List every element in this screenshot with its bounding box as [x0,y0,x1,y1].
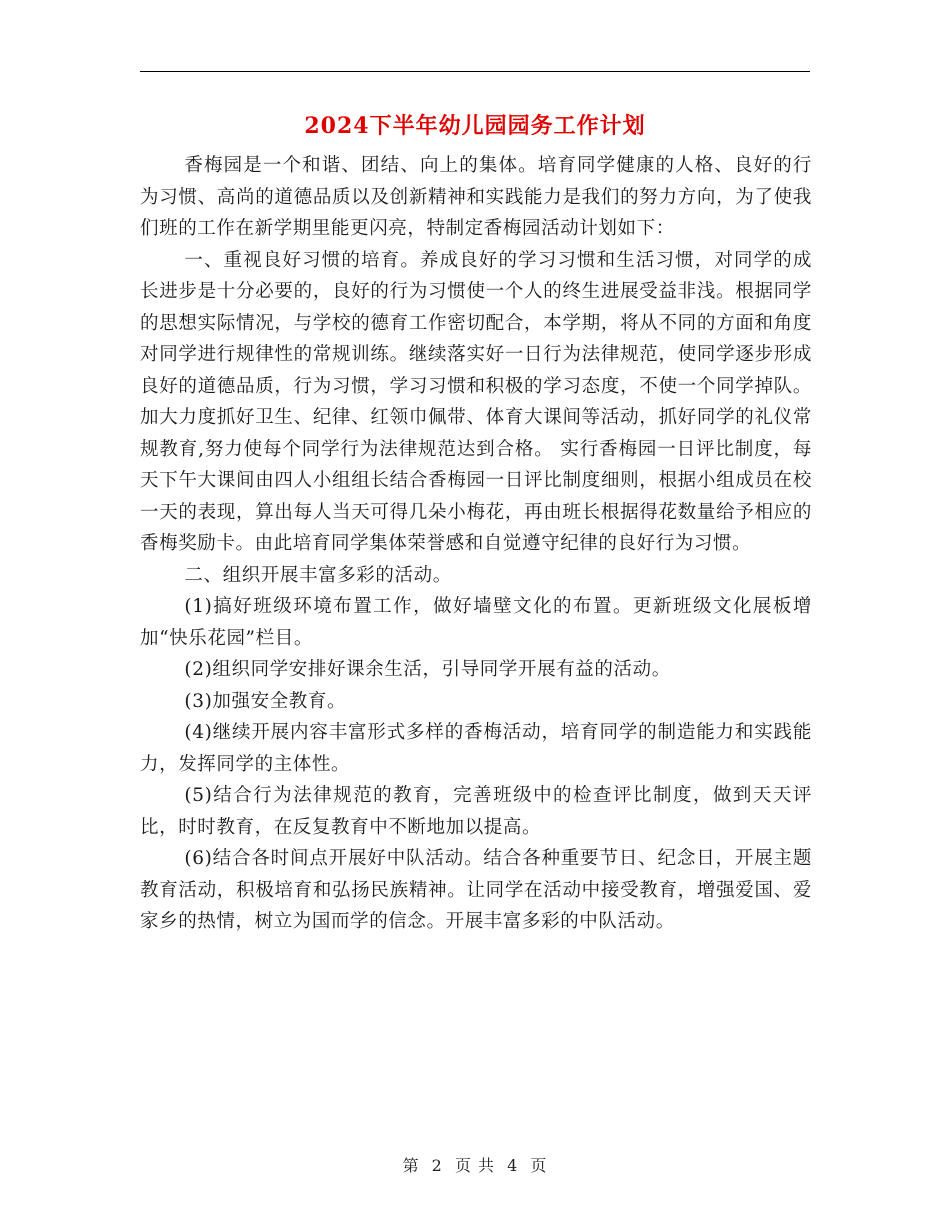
paragraph-item-5: (5)结合行为法律规范的教育，完善班级中的检查评比制度，做到天天评比，时时教育，在反复教育中不断地加以提高。 [140,785,812,838]
paragraph-section-2-heading: 二、组织开展丰富多彩的活动。 [184,564,452,586]
paragraph-section-1: 一、重视良好习惯的培育。养成良好的学习习惯和生活习惯，对同学的成长进步是十分必要的，良好的行为习惯使一个人的终生进展受益非浅。根据同学的思想实际情况，与学校的德育工作密切配合，本学期，将从不同的方面和角度对同学进行规律性的常规训练。继续落实好一日行为法律规范，使同学逐步形成良好的道德品质，行为习惯，学习习惯和积极的学习态度，不使一个同学掉队。加大力度抓好卫生、纪律、红领巾佩带、体育大课间等活动，抓好同学的礼仪常规教育,努力使每个同学行为法律规范达到合格。 实行香梅园一日评比制度，每天下午大课间由四人小组组长结合香梅园一日评比制度细则，根据小组成员在校一天的表现，算出每人当天可得几朵小梅花，再由班长根据得花数量给予相应的香梅奖励卡。由此培育同学集体荣誉感和自觉遵守纪律的良好行为习惯。 [140,249,812,554]
document-body [140,150,812,938]
footer-prefix: 第 [402,1156,420,1175]
paragraph-item-4: (4)继续开展内容丰富形式多样的香梅活动，培育同学的制造能力和实践能力，发挥同学的主体性。 [140,722,812,775]
footer-total-pages: 4 [507,1156,519,1175]
header-rule [140,71,810,72]
paragraph-item-2: (2)组织同学安排好课余生活，引导同学开展有益的活动。 [184,659,671,680]
footer-suffix: 页 [530,1156,548,1175]
paragraph-item-6: (6)结合各时间点开展好中队活动。结合各种重要节日、纪念日，开展主题教育活动，积极培育和弘扬民族精神。让同学在活动中接受教育，增强爱国、爱家乡的热情，树立为国而学的信念。开展丰富多彩的中队活动。 [140,848,812,932]
document-title: 2024下半年幼儿园园务工作计划 [304,113,646,139]
footer-middle: 页 共 [454,1156,496,1175]
paragraph-item-1: (1)搞好班级环境布置工作，做好墙壁文化的布置。更新班级文化展板增加“快乐花园”栏目。 [140,596,812,649]
paragraph-item-3: (3)加强安全教育。 [184,690,347,712]
page-footer [0,1153,950,1176]
paragraph-intro: 香梅园是一个和谐、团结、向上的集体。培育同学健康的人格、良好的行为习惯、高尚的道德品质以及创新精神和实践能力是我们的努力方向，为了使我们班的工作在新学期里能更闪亮，特制定香梅园活动计划如下： [140,155,812,239]
footer-current-page: 2 [431,1156,443,1175]
